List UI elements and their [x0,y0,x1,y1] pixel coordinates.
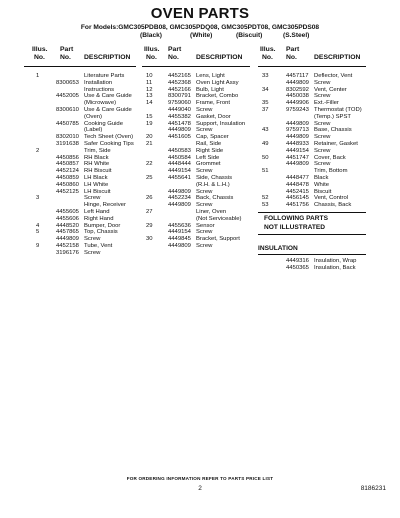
part-number: 4450038 [286,93,309,100]
part-description: RH Biscuit [84,168,112,175]
part-description: Trim, Bottom [314,168,348,175]
ordering-footer: FOR ORDERING INFORMATION REFER TO PARTS PRICE LIST [126,476,274,481]
part-description: Thermostat (TOD) [314,106,362,113]
part-no-header: No. [168,54,179,61]
illus-number: 1 [36,73,40,79]
part-number: 4455605 [56,208,79,215]
part-description: RH White [84,161,110,168]
part-description: Base, Chassis [314,127,352,134]
part-number: 4452415 [286,188,309,195]
part-header: Part [286,46,300,53]
description-header: DESCRIPTION [196,54,243,61]
part-number: 4450785 [56,120,79,127]
illus-number: 25 [146,174,153,181]
column-header [24,46,136,68]
part-number: 3191638 [56,140,79,147]
part-description: Trim, Side [84,147,111,154]
part-number: 4449809 [168,242,191,249]
part-description: Tech Sheet (Oven) [84,134,134,141]
part-description: Screw [314,79,331,86]
part-description: Cooking Guide [84,120,123,127]
parts-column-3 [258,46,366,209]
part-number: 4451756 [286,202,309,209]
part-description: Black [314,174,329,181]
part-number: 8300610 [56,106,79,113]
header-rule [142,66,250,67]
part-description: Screw [314,161,331,168]
part-number: 4450860 [56,181,79,188]
part-description: Frame, Front [196,100,231,107]
part-number: 4449040 [168,106,191,113]
illus-number: 43 [262,127,269,134]
part-number: 8300791 [168,93,191,100]
illus-header: Illus. [260,46,276,53]
illus-number: 34 [262,86,269,93]
color-white: (White) [190,32,213,39]
part-number: 4449809 [286,134,309,141]
part-description: White [314,181,330,188]
illus-number: 20 [146,134,153,141]
part-number: 4449809 [168,188,191,195]
part-description: Sensor [196,222,215,229]
illus-number: 21 [146,140,153,147]
illus-number: 13 [146,93,153,100]
page-title: OVEN PARTS [150,5,250,22]
illus-no-header: No. [262,54,273,61]
color-black: (Black) [140,32,162,39]
parts-column-1 [24,46,136,256]
part-header: Part [60,46,74,53]
part-number: 4451478 [168,120,191,127]
illus-number: 2 [36,147,40,154]
part-description: Tube, Vent [84,242,113,249]
illus-number: 26 [146,195,153,202]
part-description: Screw [196,106,213,113]
part-description: LH White [84,181,109,188]
illus-number: 50 [262,154,269,161]
part-number: 4449809 [286,161,309,168]
part-number: 4450583 [168,147,191,154]
illus-header: Illus. [32,46,48,53]
part-number: 9759060 [168,100,191,107]
illus-number: 19 [146,120,153,127]
description-header: DESCRIPTION [314,54,361,61]
part-description: Bumper, Door [84,222,121,229]
part-description: Use & Care Guide [84,106,132,113]
part-header: Part [168,46,182,53]
part-number: 4452165 [168,73,191,79]
part-description: Use & Care Guide [84,93,132,100]
part-number: 4448520 [56,222,79,229]
part-description: Gasket, Door [196,113,231,120]
insulation-heading: INSULATION [258,245,298,252]
part-description: Screw [196,168,213,175]
part-description: Screw [84,249,101,256]
part-number: 4449154 [168,168,191,175]
part-number: 4449809 [168,127,191,134]
part-number: 4450856 [56,154,79,161]
part-number: 4457865 [56,229,79,236]
illus-number: 9 [36,242,40,249]
part-description: Screw [196,242,213,249]
part-number: 4450365 [286,264,309,271]
part-number: 4450859 [56,174,79,181]
part-description: (Oven) [84,113,103,120]
part-number: 4449154 [286,147,309,154]
part-number: 3196176 [56,249,79,256]
part-number: 4449845 [168,236,191,243]
part-description: (Microwave) [84,100,117,107]
part-number: 8302592 [286,86,309,93]
part-description: Cap, Spacer [196,134,229,141]
part-number: 4450584 [168,154,191,161]
part-description: Retainer, Gasket [314,140,358,147]
part-number: 4448933 [286,140,309,147]
part-description: Support, Insulation [196,120,246,127]
part-description: Safer Cooking Tips [84,140,134,147]
part-description: (Temp.) SPST [314,113,351,120]
document-number: 8186231 [360,485,386,492]
part-description: Cover, Back [314,154,346,161]
part-description: (Not Serviceable) [196,215,242,222]
models-line: For Models:GMC305PDB08, GMC305PDQ08, GMC305PDT08, GMC305PDS08 [80,24,320,31]
part-number: 4448444 [168,161,191,168]
part-number: 4455382 [168,113,191,120]
part-description: Hinge, Receiver [84,202,126,209]
color-biscuit: (Biscuit) [236,32,263,39]
illus-number: 29 [146,222,153,229]
part-description: Bracket, Combo [196,93,239,100]
illus-no-header: No. [146,54,157,61]
part-number: 4452234 [168,195,191,202]
part-description: Screw [196,229,213,236]
part-number: 4457117 [286,73,309,79]
part-number: 9759713 [286,127,309,134]
part-number: 8302010 [56,134,79,141]
part-description: Rail, Side [196,140,222,147]
part-description: Screw [314,120,331,127]
header-rule [258,66,366,67]
part-description: Screw [314,134,331,141]
part-description: Vent, Center [314,86,347,93]
part-description: Screw [84,195,101,202]
part-description: Top, Chassis [84,229,118,236]
illus-number: 51 [262,168,269,175]
part-description: Screw [314,147,331,154]
following-rule-bottom [258,234,366,235]
part-description: Oven Light Assy [196,79,239,86]
part-number: 4451747 [286,154,309,161]
part-number: 4452166 [168,86,191,93]
part-description: Side, Chassis [196,174,233,181]
illus-number: 12 [146,86,153,93]
part-number: 4452124 [56,168,79,175]
part-description: Right Side [196,147,224,154]
part-number: 4449906 [286,100,309,107]
column-header [258,46,366,68]
part-description: Chassis, Back [314,202,352,209]
part-description: Lens, Light [196,73,225,79]
part-number: 4452005 [56,93,79,100]
part-description: Right Hand [84,215,114,222]
part-number: 4449809 [168,202,191,209]
part-number: 4455606 [56,215,79,222]
illus-number: 35 [262,100,269,107]
part-description: LH Black [84,174,108,181]
illus-number: 53 [262,202,269,209]
part-description: Insulation, Back [314,264,356,271]
part-number: 4456145 [286,195,309,202]
part-number: 4455636 [168,222,191,229]
not-illustrated-heading: NOT ILLUSTRATED [264,224,326,231]
following-rule-top [258,212,366,213]
part-number: 4448477 [286,174,309,181]
header-rule [24,66,136,67]
part-number: 4449809 [286,120,309,127]
part-description: Left Hand [84,208,110,215]
part-description: LH Biscuit [84,188,111,195]
illus-number: 15 [146,113,153,120]
illus-number: 37 [262,106,269,113]
part-no-header: No. [286,54,297,61]
part-number: 8300653 [56,79,79,86]
part-description: Vent, Control [314,195,349,202]
illus-number: 30 [146,236,153,243]
part-description: Deflector, Vent [314,73,353,79]
column-header [142,46,250,68]
illus-number: 52 [262,195,269,202]
part-number: 4452125 [56,188,79,195]
part-number: 4449809 [286,79,309,86]
illus-number: 27 [146,208,153,215]
illus-number: 49 [262,140,269,147]
color-steel: (S.Steel) [283,32,310,39]
page-number: 2 [198,485,202,492]
illus-number: 4 [36,222,40,229]
illus-number: 33 [262,73,269,79]
illus-number: 11 [146,79,153,86]
part-description: Insulation, Wrap [314,258,357,264]
illus-number: 14 [146,100,153,107]
part-description: Instructions [84,86,115,93]
following-parts-heading: FOLLOWING PARTS [264,215,328,222]
part-description: Screw [314,93,331,100]
part-no-header: No. [60,54,71,61]
part-description: Installation [84,79,113,86]
illus-no-header: No. [34,54,45,61]
part-number: 4451605 [168,134,191,141]
part-description: Screw [196,127,213,134]
part-description: Bulb, Light [196,86,224,93]
parts-column-2 [142,46,250,249]
part-number: 4452158 [56,242,79,249]
part-number: 9759243 [286,106,309,113]
part-number: 4449154 [168,229,191,236]
part-number: 4448478 [286,181,309,188]
part-description: (Label) [84,127,103,134]
part-description: (R.H. & L.H.) [196,181,230,188]
illus-number: 5 [36,229,40,236]
part-description: Back, Chassis [196,195,234,202]
part-number: 4450857 [56,161,79,168]
insulation-rule [258,254,366,255]
part-description: Left Side [196,154,220,161]
part-number: 4452368 [168,79,191,86]
part-description: Bracket, Support [196,236,240,243]
illus-header: Illus. [144,46,160,53]
part-description: Screw [84,236,101,243]
part-description: RH Black [84,154,109,161]
part-number: 4455641 [168,174,191,181]
part-description: Biscuit [314,188,332,195]
part-number: 4449316 [286,258,309,264]
part-description: Ext.-Filler [314,100,339,107]
part-description: Liner, Oven [196,208,227,215]
illus-number: 22 [146,161,153,168]
part-description: Screw [196,202,213,209]
part-description: Literature Parts [84,73,125,79]
part-number: 4449809 [56,236,79,243]
part-description: Grommet [196,161,221,168]
illus-number: 10 [146,73,153,79]
description-header: DESCRIPTION [84,54,131,61]
illus-number: 3 [36,195,40,202]
part-description: Screw [196,188,213,195]
